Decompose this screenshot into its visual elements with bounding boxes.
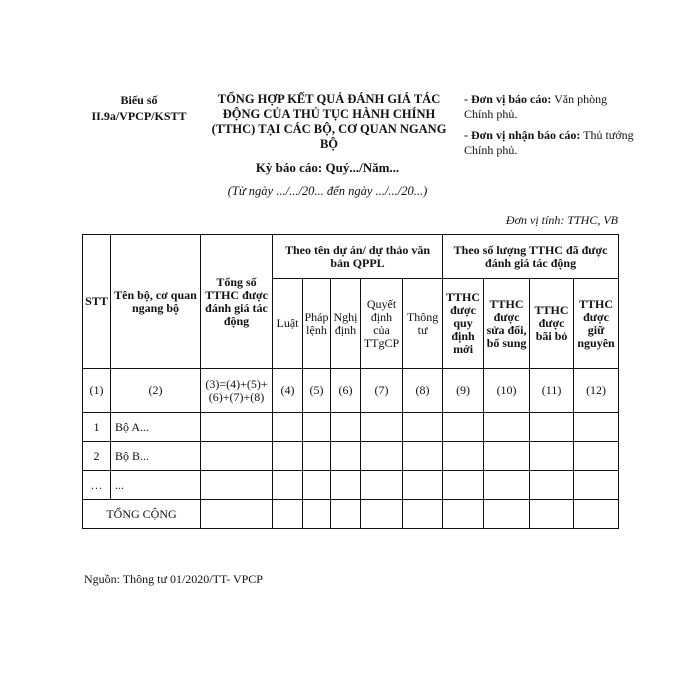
table-row [83, 413, 619, 442]
empty-cell [443, 471, 484, 500]
report-title [198, 92, 460, 152]
column-number: (10) [484, 369, 530, 413]
empty-cell [484, 442, 530, 471]
header-pm-decision: Quyết định của TTgCP [361, 279, 403, 369]
table-row [83, 471, 619, 500]
empty-cell [361, 442, 403, 471]
header-new-procedures: TTHC được quy định mới [443, 279, 484, 369]
row-ministry-name: Bộ B... [111, 442, 201, 471]
empty-cell [361, 413, 403, 442]
row-stt: 2 [83, 442, 111, 471]
receiving-unit-label: - Đơn vị nhận báo cáo: [464, 128, 581, 142]
empty-cell [361, 471, 403, 500]
header-abolished-procedures: TTHC được bãi bỏ [530, 279, 574, 369]
header-ordinance: Pháp lệnh [303, 279, 331, 369]
form-code-line: II.9a/VPCP/KSTT [91, 109, 187, 123]
empty-cell [201, 442, 273, 471]
column-number: (11) [530, 369, 574, 413]
title-line: (TTHC) TẠI CÁC BỘ, CƠ QUAN NGANG [211, 122, 447, 136]
empty-cell [530, 471, 574, 500]
empty-cell [331, 413, 361, 442]
row-ministry-name: ... [111, 471, 201, 500]
column-number: (8) [403, 369, 443, 413]
empty-cell [530, 500, 574, 529]
empty-cell [303, 413, 331, 442]
empty-cell [273, 471, 303, 500]
header-amended-procedures: TTHC được sửa đổi, bổ sung [484, 279, 530, 369]
header-group-by-document: Theo tên dự án/ dự thảo văn bản QPPL [273, 235, 443, 279]
form-code-line: Biểu số [120, 93, 158, 107]
title-line: BỘ [319, 137, 339, 151]
total-row [83, 500, 619, 529]
reporting-unit-label: - Đơn vị báo cáo: [464, 92, 552, 106]
empty-cell [303, 471, 331, 500]
title-line: TỔNG HỢP KẾT QUẢ ĐÁNH GIÁ TÁC [217, 92, 441, 106]
column-number: (1) [83, 369, 111, 413]
header-stt: STT [83, 235, 111, 369]
empty-cell [484, 413, 530, 442]
empty-cell [361, 500, 403, 529]
empty-cell [403, 471, 443, 500]
unit-label: Đơn vị tính: TTHC, VB [505, 213, 618, 227]
empty-cell [273, 500, 303, 529]
column-number: (7) [361, 369, 403, 413]
column-number: (4) [273, 369, 303, 413]
header-decree: Nghị định [331, 279, 361, 369]
reporting-unit [464, 92, 634, 122]
column-number: (5) [303, 369, 331, 413]
empty-cell [331, 500, 361, 529]
header-circular: Thông tư [403, 279, 443, 369]
column-number-row [83, 369, 619, 413]
empty-cell [303, 442, 331, 471]
empty-cell [331, 442, 361, 471]
empty-cell [201, 413, 273, 442]
empty-cell [574, 500, 619, 529]
empty-cell [530, 442, 574, 471]
row-stt: 1 [83, 413, 111, 442]
empty-cell [574, 413, 619, 442]
table-row [83, 442, 619, 471]
total-label: TỔNG CỘNG [83, 500, 201, 529]
empty-cell [574, 442, 619, 471]
title-line: ĐỘNG CỦA THỦ TỤC HÀNH CHÍNH [222, 107, 436, 121]
receiving-unit [464, 128, 634, 158]
column-number: (3)=(4)+(5)+(6)+(7)+(8) [201, 369, 273, 413]
header-total: Tổng số TTHC được đánh giá tác động [201, 235, 273, 369]
empty-cell [303, 500, 331, 529]
empty-cell [403, 500, 443, 529]
empty-cell [273, 413, 303, 442]
empty-cell [443, 413, 484, 442]
empty-cell [443, 500, 484, 529]
empty-cell [484, 500, 530, 529]
column-number: (9) [443, 369, 484, 413]
empty-cell [484, 471, 530, 500]
row-stt: … [83, 471, 111, 500]
header-law: Luật [273, 279, 303, 369]
header-ministry: Tên bộ, cơ quan ngang bộ [111, 235, 201, 369]
column-number: (12) [574, 369, 619, 413]
empty-cell [574, 471, 619, 500]
empty-cell [443, 442, 484, 471]
empty-cell [403, 413, 443, 442]
empty-cell [201, 471, 273, 500]
receiving-unit-value: Thủ tướng Chính phủ. [464, 128, 634, 157]
unit-info [464, 92, 634, 164]
row-ministry-name: Bộ A... [111, 413, 201, 442]
source-note: Nguồn: Thông tư 01/2020/TT- VPCP [84, 572, 263, 586]
header-retained-procedures: TTHC được giữ nguyên [574, 279, 619, 369]
empty-cell [403, 442, 443, 471]
empty-cell [273, 442, 303, 471]
column-number: (2) [111, 369, 201, 413]
column-number: (6) [331, 369, 361, 413]
empty-cell [331, 471, 361, 500]
report-table [82, 234, 619, 529]
form-code [80, 92, 198, 124]
report-period: Kỳ báo cáo: Quý.../Năm... [255, 160, 400, 175]
empty-cell [201, 500, 273, 529]
empty-cell [530, 413, 574, 442]
date-range: (Từ ngày .../.../20... đến ngày .../.../20...) [227, 184, 428, 198]
reporting-unit-value: Văn phòng Chính phủ. [464, 92, 608, 121]
header-group-by-count: Theo số lượng TTHC đã được đánh giá tác động [443, 235, 619, 279]
